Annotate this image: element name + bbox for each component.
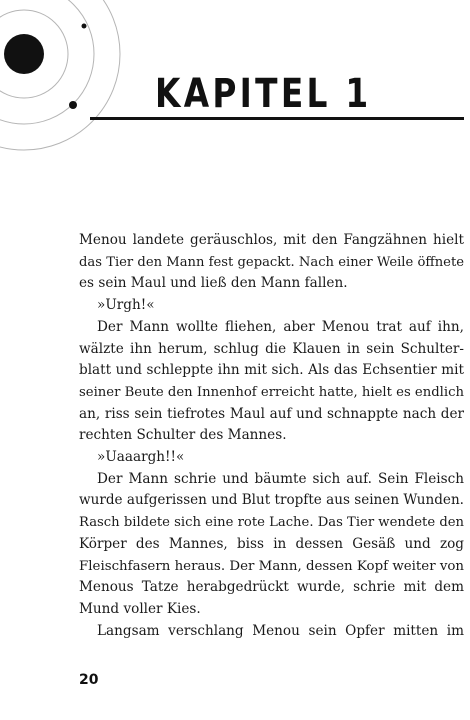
title-rule	[90, 117, 464, 120]
text-line: rechten Schulter des Mannes.	[79, 427, 287, 444]
orbit-ring-outer	[0, 0, 120, 150]
text-line: Fleischfasern heraus. Der Mann, dessen Kopf weiter von	[79, 558, 465, 574]
text-line: »Urgh!«	[97, 297, 155, 314]
text-line: Langsam verschlang Menou sein Opfer mitten im	[97, 622, 464, 639]
text-line: Menou landete geräuschlos, mit den Fangzähnen hielt	[79, 232, 464, 248]
text-line: wurde aufgerissen und Blut tropfte aus seinen Wunden.	[79, 492, 464, 509]
text-line: Mund voller Kies.	[79, 600, 201, 617]
planet-small-dot	[69, 101, 77, 109]
text-line: Der Mann wollte fliehen, aber Menou trat auf ihn,	[97, 318, 464, 335]
text-line: blatt und schleppte ihn mit sich. Als das Echsentier mit	[79, 362, 464, 379]
planet-tiny-dot	[82, 24, 87, 29]
text-line: Menous Tatze herabgedrückt wurde, schrie mit dem	[79, 579, 464, 596]
text-line: Körper des Mannes, biss in dessen Gesäß und zog	[79, 535, 464, 552]
text-line: es sein Maul und ließ den Mann fallen.	[79, 275, 348, 292]
planet-large-dot	[4, 34, 44, 74]
text-line: an, riss sein tiefrotes Maul auf und schnappte nach der	[79, 405, 464, 422]
text-line: seiner Beute den Innenhof erreicht hatte, hielt es endlich	[79, 384, 464, 400]
text-line: das Tier den Mann fest gepackt. Nach einer Weile öffnete	[79, 254, 464, 270]
text-line: wälzte ihn herum, schlug die Klauen in sein Schulter-	[79, 340, 464, 357]
text-line: »Uaaargh!!«	[97, 449, 185, 466]
orbit-planet-icon	[0, 0, 130, 200]
page-number: 20	[79, 672, 99, 688]
body-text	[79, 230, 464, 642]
text-line: Der Mann schrie und bäumte sich auf. Sein Fleisch	[97, 470, 464, 487]
text-line: Rasch bildete sich eine rote Lache. Das Tier wendete den	[79, 515, 464, 531]
chapter-title: KAPITEL 1	[155, 71, 372, 117]
